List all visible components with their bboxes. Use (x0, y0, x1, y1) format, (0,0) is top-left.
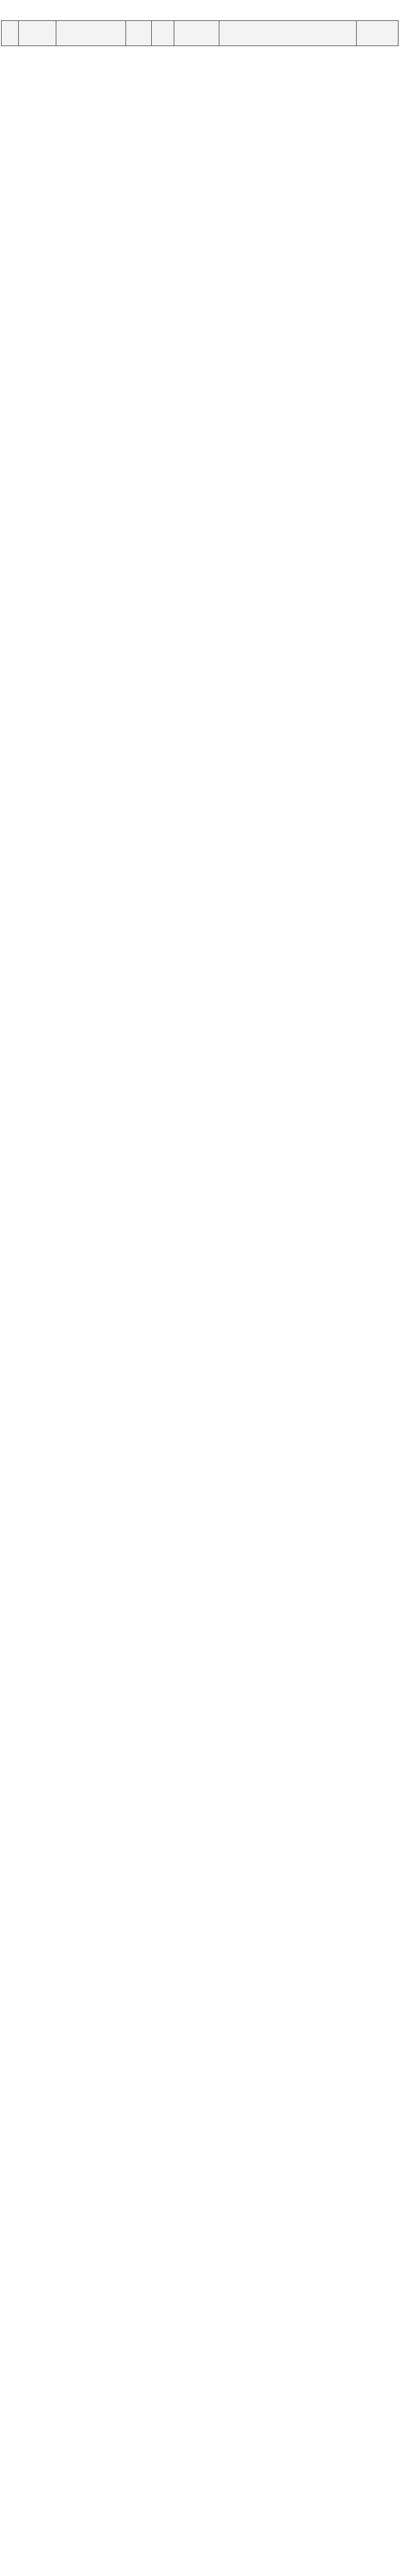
col-header-unit (19, 21, 56, 46)
col-header-dept (56, 21, 126, 46)
col-header-code (126, 21, 152, 46)
col-header-other (357, 21, 398, 46)
col-header-seq (2, 21, 19, 46)
col-header-major (219, 21, 357, 46)
recruitment-table (1, 20, 398, 46)
col-header-count (152, 21, 174, 46)
table-header-row (2, 21, 398, 46)
col-header-degree (174, 21, 219, 46)
document-title (0, 0, 399, 20)
